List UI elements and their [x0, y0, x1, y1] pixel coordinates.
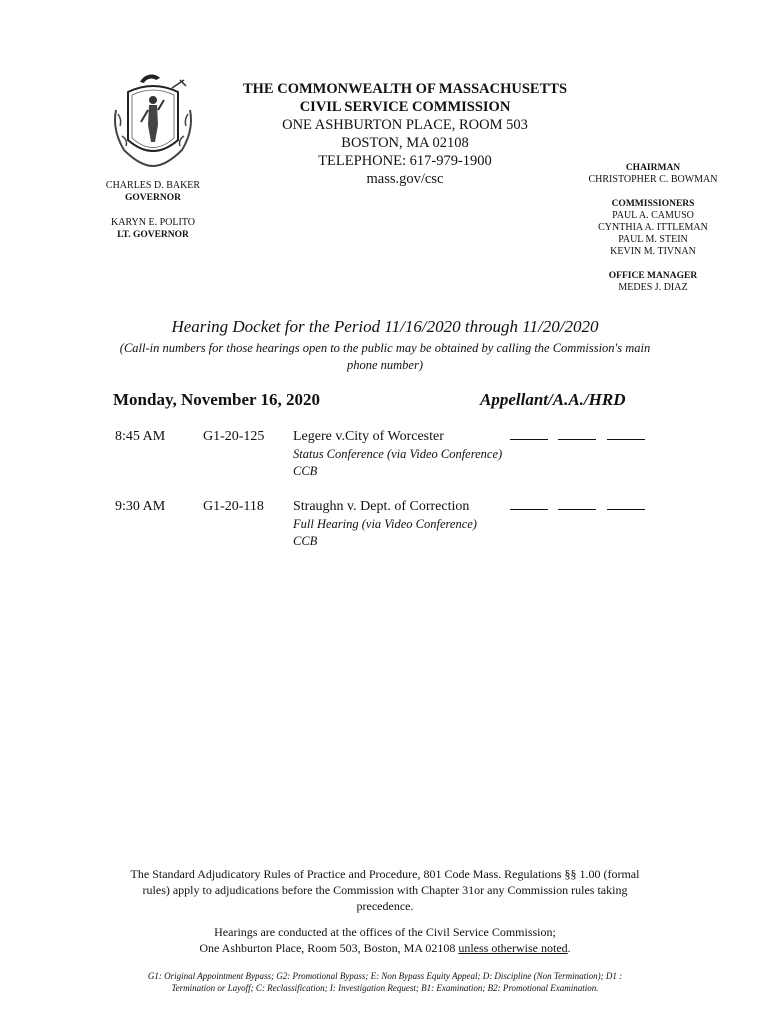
- commission-header: [200, 80, 610, 188]
- office-manager-name: MEDES J. DIAZ: [618, 282, 688, 293]
- massachusetts-seal-icon: [110, 70, 196, 170]
- location-period: .: [567, 941, 571, 955]
- governor-title: GOVERNOR: [125, 193, 181, 203]
- location-line-1: Hearings are conducted at the offices of the Civil Service Commission;: [214, 925, 556, 939]
- lt-governor-name: KARYN E. POLITO: [111, 217, 195, 228]
- rules-notice: [110, 866, 660, 914]
- hearing-parties: Straughn v. Dept. of Correction: [293, 499, 470, 514]
- appellant-blank: [510, 429, 548, 440]
- commissioners-title: COMMISSIONERS: [611, 199, 695, 209]
- docket-subtitle-line-2: phone number): [346, 358, 424, 372]
- rules-line-1: The Standard Adjudicatory Rules of Practice and Procedure, 801 Code Mass. Regulations §§ 1.00 (formal: [130, 867, 640, 881]
- hearing-entry: [115, 429, 655, 481]
- location-line-2: [110, 940, 660, 956]
- rules-line-3: precedence.: [356, 899, 414, 913]
- commission-officials-block: [578, 162, 728, 294]
- governor-name: CHARLES D. BAKER: [105, 180, 201, 191]
- location-notice: [110, 924, 660, 956]
- hearing-commissioner: CCB: [293, 534, 318, 548]
- hearing-type: Status Conference (via Video Conference): [293, 447, 503, 461]
- commissioner-name: PAUL M. STEIN: [618, 234, 688, 245]
- appellant-blank: [510, 499, 548, 510]
- docket-title: Hearing Docket for the Period 11/16/2020 through 11/20/2020: [171, 317, 599, 336]
- hrd-blank: [607, 429, 645, 440]
- aa-blank: [558, 429, 596, 440]
- header-address: ONE ASHBURTON PLACE, ROOM 503: [282, 117, 528, 133]
- governor-block: [88, 180, 218, 241]
- commissioner-name: CYNTHIA A. ITTLEMAN: [598, 222, 708, 233]
- chairman-name: CHRISTOPHER C. BOWMAN: [588, 174, 718, 185]
- unless-noted-text: unless otherwise noted: [458, 941, 568, 955]
- header-city: BOSTON, MA 02108: [341, 135, 469, 151]
- hearing-type: Full Hearing (via Video Conference): [293, 517, 477, 531]
- office-manager-title: OFFICE MANAGER: [608, 271, 698, 281]
- header-line-2: CIVIL SERVICE COMMISSION: [299, 99, 511, 115]
- location-address: One Ashburton Place, Room 503, Boston, MA 02108: [199, 941, 459, 955]
- hrd-blank: [607, 499, 645, 510]
- header-telephone: TELEPHONE: 617-979-1900: [318, 153, 492, 169]
- day-heading: Monday, November 16, 2020: [113, 390, 320, 409]
- appeal-codes-legend: [90, 970, 680, 994]
- lt-governor-title: LT. GOVERNOR: [117, 230, 189, 240]
- chairman-title: CHAIRMAN: [625, 163, 681, 173]
- hearing-commissioner: CCB: [293, 464, 318, 478]
- docket-subtitle: [110, 340, 660, 374]
- commissioner-name: PAUL A. CAMUSO: [612, 210, 694, 221]
- docket-subtitle-line-1: (Call-in numbers for those hearings open to the public may be obtained by calling the Commission's main: [119, 341, 651, 355]
- header-website: mass.gov/csc: [366, 171, 444, 187]
- hearing-time: 8:45 AM: [115, 429, 166, 444]
- header-line-1: THE COMMONWEALTH OF MASSACHUSETTS: [242, 81, 568, 97]
- codes-line-1: G1: Original Appointment Bypass; G2: Promotional Bypass; E: Non Bypass Equity Appeal; D: Discipline (Non Termination); D1 :: [147, 971, 623, 981]
- hearing-time: 9:30 AM: [115, 499, 166, 514]
- hearing-case-number: G1-20-125: [203, 429, 265, 444]
- appellant-column-heading: Appellant/A.A./HRD: [480, 390, 626, 409]
- aa-blank: [558, 499, 596, 510]
- hearing-parties: Legere v.City of Worcester: [293, 429, 444, 444]
- rules-line-2: rules) apply to adjudications before the Commission with Chapter 31or any Commission rules taking: [142, 883, 628, 897]
- codes-line-2: Termination or Layoff; C: Reclassification; I: Investigation Request; B1: Examination; B2: Promotional Examination.: [171, 983, 599, 993]
- hearing-entry: [115, 499, 655, 551]
- hearing-case-number: G1-20-118: [203, 499, 264, 514]
- commissioner-name: KEVIN M. TIVNAN: [610, 246, 696, 257]
